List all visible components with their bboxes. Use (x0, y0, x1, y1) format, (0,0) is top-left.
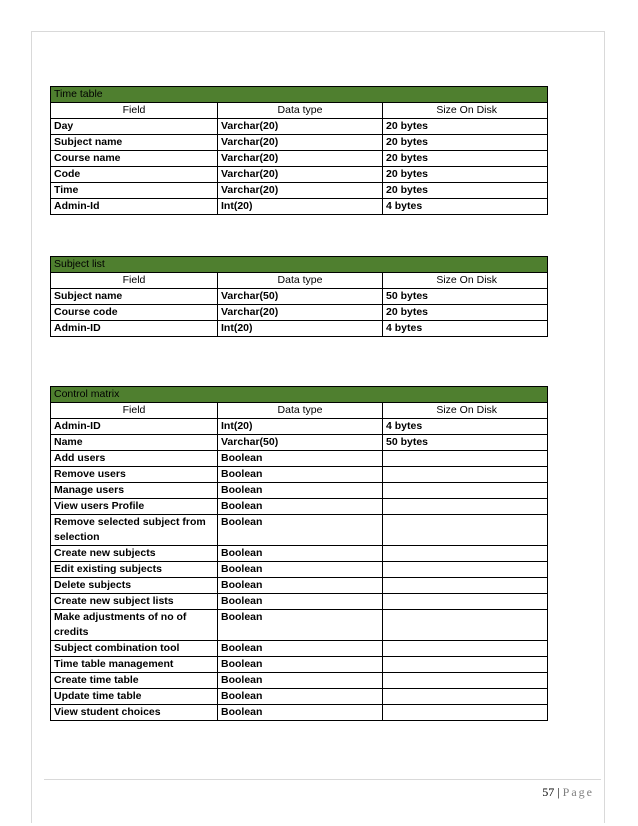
data-type-cell: Int(20) (218, 419, 383, 435)
table-row (51, 546, 548, 562)
data-type-cell: Varchar(50) (218, 289, 383, 305)
data-type-cell: Boolean (218, 515, 383, 546)
size-cell: 20 bytes (383, 119, 548, 135)
size-cell: 50 bytes (383, 435, 548, 451)
size-cell: 20 bytes (383, 183, 548, 199)
table-row (51, 167, 548, 183)
data-type-cell: Boolean (218, 705, 383, 721)
field-cell: Day (51, 119, 218, 135)
field-cell: Remove selected subject from selection (51, 515, 218, 546)
table-row (51, 289, 548, 305)
data-type-cell: Boolean (218, 657, 383, 673)
field-cell: Subject name (51, 135, 218, 151)
table-header-row (51, 103, 548, 119)
table-row (51, 435, 548, 451)
table-title: Subject list (51, 257, 548, 273)
data-type-cell: Varchar(20) (218, 119, 383, 135)
table-row (51, 419, 548, 435)
table-row (51, 578, 548, 594)
table-row (51, 515, 548, 546)
field-cell: Time (51, 183, 218, 199)
table-header-row (51, 273, 548, 289)
data-type-cell: Boolean (218, 483, 383, 499)
size-cell (383, 483, 548, 499)
table-row (51, 321, 548, 337)
field-cell: Add users (51, 451, 218, 467)
field-cell: Subject combination tool (51, 641, 218, 657)
table-title: Control matrix (51, 387, 548, 403)
table-title-row (51, 257, 548, 273)
size-cell: 50 bytes (383, 289, 548, 305)
table-row (51, 119, 548, 135)
table-row (51, 467, 548, 483)
column-header: Size On Disk (383, 273, 548, 289)
table-title-row (51, 87, 548, 103)
field-cell: Create new subject lists (51, 594, 218, 610)
table-row (51, 135, 548, 151)
table-row (51, 199, 548, 215)
column-header: Field (51, 103, 218, 119)
field-cell: Admin-ID (51, 419, 218, 435)
table-row (51, 689, 548, 705)
table-row (51, 673, 548, 689)
size-cell: 20 bytes (383, 305, 548, 321)
data-type-cell: Varchar(20) (218, 183, 383, 199)
field-cell: Remove users (51, 467, 218, 483)
footer-divider (44, 779, 601, 780)
table-row (51, 705, 548, 721)
data-type-cell: Boolean (218, 641, 383, 657)
table-row (51, 451, 548, 467)
field-cell: Name (51, 435, 218, 451)
size-cell (383, 578, 548, 594)
column-header: Data type (218, 403, 383, 419)
field-cell: Time table management (51, 657, 218, 673)
data-type-cell: Boolean (218, 594, 383, 610)
size-cell (383, 562, 548, 578)
table-row (51, 594, 548, 610)
data-type-cell: Boolean (218, 562, 383, 578)
data-type-cell: Boolean (218, 689, 383, 705)
data-type-cell: Int(20) (218, 321, 383, 337)
data-type-cell: Boolean (218, 673, 383, 689)
field-cell: Admin-ID (51, 321, 218, 337)
data-type-cell: Boolean (218, 546, 383, 562)
size-cell: 20 bytes (383, 167, 548, 183)
column-header: Data type (218, 273, 383, 289)
size-cell (383, 705, 548, 721)
table-title-row (51, 387, 548, 403)
size-cell: 20 bytes (383, 135, 548, 151)
size-cell (383, 451, 548, 467)
size-cell: 20 bytes (383, 151, 548, 167)
data-type-cell: Varchar(20) (218, 305, 383, 321)
table-title: Time table (51, 87, 548, 103)
table-row (51, 499, 548, 515)
size-cell (383, 610, 548, 641)
data-type-cell: Varchar(50) (218, 435, 383, 451)
field-cell: Create new subjects (51, 546, 218, 562)
size-cell: 4 bytes (383, 321, 548, 337)
size-cell (383, 546, 548, 562)
page-number-separator: | (554, 785, 563, 799)
data-type-cell: Int(20) (218, 199, 383, 215)
control-matrix-table (50, 386, 548, 721)
size-cell: 4 bytes (383, 199, 548, 215)
size-cell (383, 673, 548, 689)
size-cell (383, 515, 548, 546)
table-row (51, 657, 548, 673)
data-type-cell: Boolean (218, 451, 383, 467)
field-cell: Admin-Id (51, 199, 218, 215)
page-number-value: 57 (542, 785, 555, 799)
field-cell: Subject name (51, 289, 218, 305)
data-type-cell: Boolean (218, 578, 383, 594)
column-header: Field (51, 403, 218, 419)
table-row (51, 483, 548, 499)
field-cell: Edit existing subjects (51, 562, 218, 578)
field-cell: Code (51, 167, 218, 183)
column-header: Field (51, 273, 218, 289)
table-header-row (51, 403, 548, 419)
column-header: Data type (218, 103, 383, 119)
field-cell: Make adjustments of no of credits (51, 610, 218, 641)
table-row (51, 151, 548, 167)
field-cell: Course code (51, 305, 218, 321)
field-cell: Course name (51, 151, 218, 167)
table-row (51, 183, 548, 199)
size-cell (383, 594, 548, 610)
column-header: Size On Disk (383, 403, 548, 419)
data-type-cell: Boolean (218, 499, 383, 515)
table-row (51, 641, 548, 657)
table-row (51, 305, 548, 321)
size-cell (383, 499, 548, 515)
field-cell: Delete subjects (51, 578, 218, 594)
page-label: Page (562, 785, 594, 799)
table-row (51, 610, 548, 641)
field-cell: View users Profile (51, 499, 218, 515)
time-table (50, 86, 548, 215)
field-cell: Update time table (51, 689, 218, 705)
size-cell (383, 641, 548, 657)
page-number (542, 785, 594, 800)
size-cell (383, 689, 548, 705)
field-cell: Manage users (51, 483, 218, 499)
subject-list-table (50, 256, 548, 337)
size-cell (383, 657, 548, 673)
field-cell: Create time table (51, 673, 218, 689)
size-cell (383, 467, 548, 483)
data-type-cell: Varchar(20) (218, 167, 383, 183)
column-header: Size On Disk (383, 103, 548, 119)
data-type-cell: Boolean (218, 467, 383, 483)
data-type-cell: Boolean (218, 610, 383, 641)
table-row (51, 562, 548, 578)
data-type-cell: Varchar(20) (218, 151, 383, 167)
field-cell: View student choices (51, 705, 218, 721)
size-cell: 4 bytes (383, 419, 548, 435)
data-type-cell: Varchar(20) (218, 135, 383, 151)
